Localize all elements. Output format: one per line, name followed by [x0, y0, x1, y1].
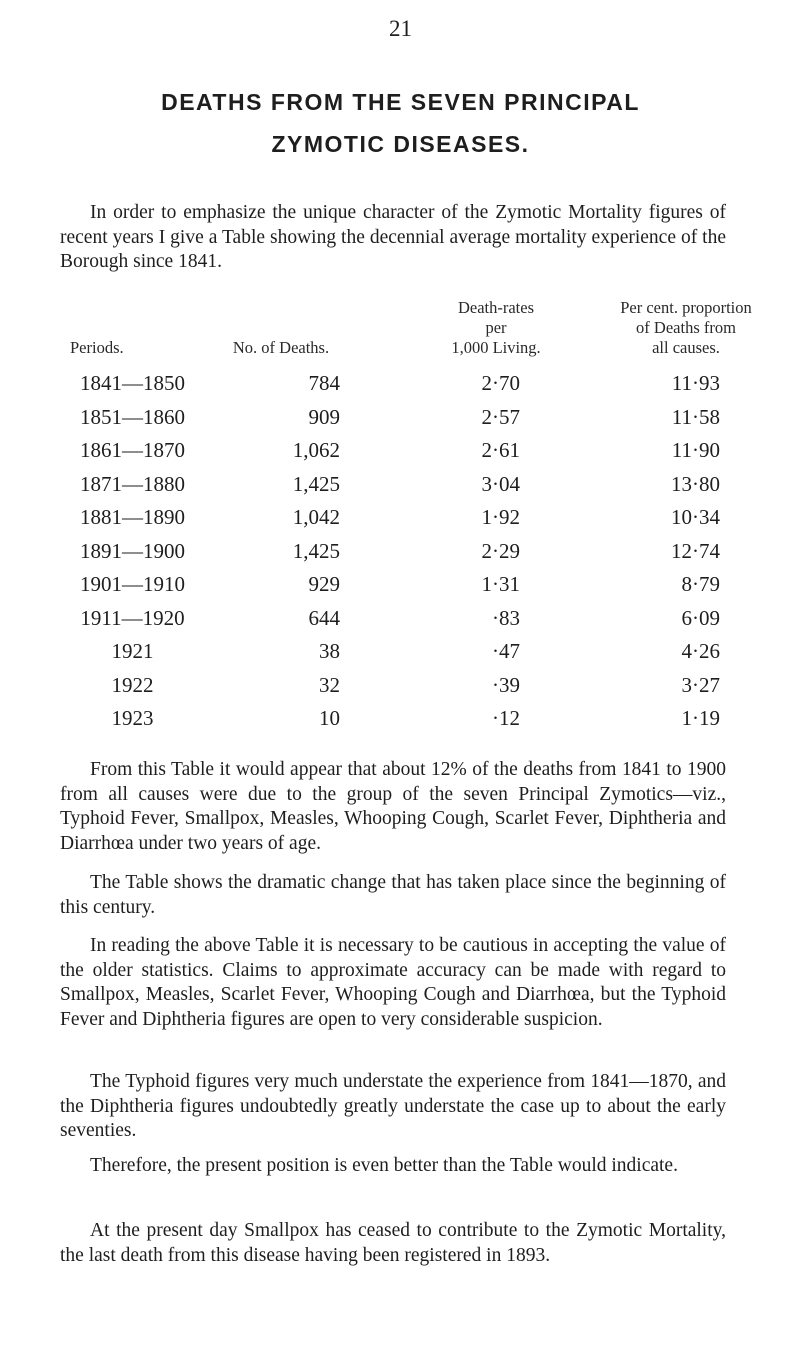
cell-percent: 11·93 [671, 371, 720, 395]
cell-rate: 2·70 [481, 371, 520, 395]
table-row [0, 572, 801, 600]
cell-deaths: 32 [319, 673, 340, 697]
cell-rate: ·39 [492, 673, 520, 697]
cell-percent: 11·90 [671, 438, 720, 462]
cell-deaths: 784 [308, 371, 340, 395]
cell-deaths: 1,425 [292, 539, 340, 563]
body-paragraph: In reading the above Table it is necessary to be cautious in accepting the value of the older statistics. Claims to approximate accuracy can be made with regard to Smallpox, Measles, Scarlet Fever, Whooping Cough and Diarrhœa, but the Typhoid Fever and Diphtheria figures are open to very considerable suspicion. [60, 935, 726, 1030]
body-paragraph: From this Table it would appear that about 12% of the deaths from 1841 to 1900 from all causes were due to the group of the seven Principal Zymotics—viz., Typhoid Fever, Smallpox, Measles, Whooping Cough, Scarlet Fever, Diphtheria and Diarrhœa under two years of age. [60, 759, 726, 854]
cell-percent: 4·26 [681, 639, 720, 663]
table-row [0, 438, 801, 466]
header-death-rates-line: per [485, 318, 507, 337]
header-deaths: No. of Deaths. [232, 338, 330, 357]
cell-rate: ·47 [492, 639, 520, 663]
table-row [0, 505, 801, 533]
cell-period: 1841—1850 [80, 371, 185, 395]
page-title-line-1: DEATHS FROM THE SEVEN PRINCIPAL [161, 89, 640, 115]
cell-period: 1881—1890 [80, 505, 185, 529]
cell-rate: ·83 [492, 606, 520, 630]
cell-period: 1851—1860 [80, 405, 185, 429]
cell-deaths: 1,425 [292, 472, 340, 496]
header-death-rates-line: 1,000 Living. [451, 338, 541, 357]
cell-period: 1901—1910 [80, 572, 185, 596]
table-row [0, 371, 801, 399]
body-paragraph: Therefore, the present position is even better than the Table would indicate. [90, 1155, 678, 1176]
cell-percent: 6·09 [681, 606, 720, 630]
cell-period: 1923 [111, 706, 154, 730]
body-paragraph: At the present day Smallpox has ceased to contribute to the Zymotic Mortality, the last death from this disease having been registered in 1893. [60, 1220, 726, 1266]
cell-percent: 8·79 [681, 572, 720, 596]
cell-period: 1922 [111, 673, 154, 697]
cell-period: 1891—1900 [80, 539, 185, 563]
header-percent-proportion [596, 298, 776, 358]
cell-deaths: 644 [308, 606, 340, 630]
cell-deaths: 929 [308, 572, 340, 596]
cell-period: 1921 [111, 639, 154, 663]
cell-period: 1911—1920 [80, 606, 185, 630]
header-percent-line: Per cent. proportion [620, 298, 752, 317]
cell-deaths: 10 [319, 706, 340, 730]
header-death-rates [416, 298, 576, 358]
cell-deaths: 1,042 [292, 505, 340, 529]
cell-rate: 1·31 [481, 572, 520, 596]
cell-percent: 3·27 [681, 673, 720, 697]
cell-rate: 2·29 [481, 539, 520, 563]
table-row [0, 405, 801, 433]
table-row [0, 673, 801, 701]
cell-rate: 3·04 [481, 472, 520, 496]
cell-rate: 2·61 [481, 438, 520, 462]
cell-percent: 1·19 [681, 706, 720, 730]
intro-paragraph: In order to emphasize the unique character of the Zymotic Mortality figures of recent years I give a Table showing the decennial average mortality experience of the Borough since 1841. [60, 202, 726, 272]
table-row [0, 639, 801, 667]
body-paragraph: The Typhoid figures very much understate the experience from 1841—1870, and the Diphtheria figures undoubtedly greatly understate the case up to about the early seventies. [60, 1071, 726, 1141]
cell-period: 1861—1870 [80, 438, 185, 462]
cell-deaths: 38 [319, 639, 340, 663]
cell-percent: 10·34 [671, 505, 720, 529]
table-row [0, 606, 801, 634]
header-periods: Periods. [70, 338, 124, 357]
body-paragraph: The Table shows the dramatic change that has taken place since the beginning of this century. [60, 872, 726, 918]
cell-deaths: 909 [308, 405, 340, 429]
header-percent-line: all causes. [652, 338, 720, 357]
table-row [0, 472, 801, 500]
page-title-line-2: ZYMOTIC DISEASES. [271, 131, 530, 157]
page-number: 21 [389, 16, 412, 41]
cell-rate: 1·92 [481, 505, 520, 529]
cell-deaths: 1,062 [292, 438, 340, 462]
cell-rate: ·12 [492, 706, 520, 730]
cell-percent: 12·74 [671, 539, 720, 563]
cell-percent: 11·58 [671, 405, 720, 429]
header-death-rates-line: Death-rates [457, 298, 535, 317]
table-row [0, 706, 801, 734]
cell-period: 1871—1880 [80, 472, 185, 496]
cell-rate: 2·57 [481, 405, 520, 429]
table-row [0, 539, 801, 567]
cell-percent: 13·80 [671, 472, 720, 496]
header-percent-line: of Deaths from [636, 318, 736, 337]
